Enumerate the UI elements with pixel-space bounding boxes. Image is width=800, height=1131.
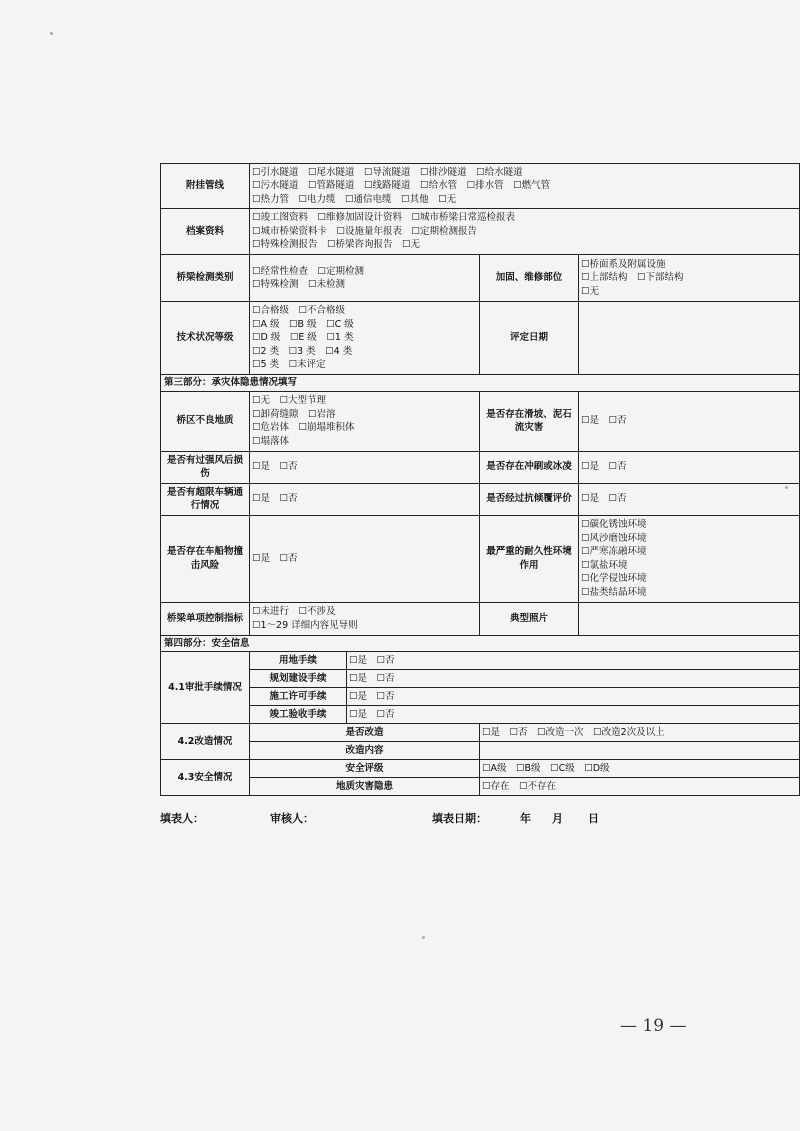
safety-item-options[interactable]: ☐A级 ☐B级 ☐C级 ☐D级 — [480, 760, 800, 778]
renovation-item-name: 改造内容 — [250, 742, 480, 760]
scour-options[interactable]: ☐是 ☐否 — [579, 451, 800, 483]
geology-label: 桥区不良地质 — [161, 391, 250, 451]
landslide-options[interactable]: ☐是 ☐否 — [579, 391, 800, 451]
approval-item-options[interactable]: ☐是 ☐否 — [347, 706, 800, 724]
ship-impact-label: 是否存在车船物撞击风险 — [161, 515, 250, 602]
date-day: 日 — [588, 812, 599, 825]
part3-title: 第三部分：承灾体隐患情况填写 — [161, 375, 800, 392]
attached-pipelines-label: 附挂管线 — [161, 164, 250, 209]
tech-grade-options[interactable]: ☐合格级 ☐不合格级 ☐A 级 ☐B 级 ☐C 级 ☐D 级 ☐E 级 ☐1 类 ☐2 类 ☐3 类 ☐4 类 ☐5 类 ☐未评定 — [250, 302, 480, 375]
control-index-options[interactable]: ☐未进行 ☐不涉及 ☐1～29 详细内容见导则 — [250, 602, 480, 635]
archives-label: 档案资料 — [161, 209, 250, 255]
approval-item-options[interactable]: ☐是 ☐否 — [347, 670, 800, 688]
attached-pipelines-options[interactable]: ☐引水隧道 ☐尾水隧道 ☐导流隧道 ☐排沙隧道 ☐给水隧道 ☐污水隧道 ☐管路隧道 ☐线路隧道 ☐给水管 ☐排水管 ☐燃气管 ☐热力管 ☐电力缆 ☐通信电缆 ☐其他 ☐无 — [250, 164, 800, 209]
overload-label: 是否有超限车辆通行情况 — [161, 483, 250, 515]
filler-label: 填表人： — [160, 812, 204, 825]
inspection-type-options[interactable]: ☐经常性检查 ☐定期检测 ☐特殊检测 ☐未检测 — [250, 255, 480, 302]
eval-date-field[interactable] — [579, 302, 800, 375]
typical-photo-label: 典型照片 — [480, 602, 579, 635]
wind-damage-label: 是否有过强风后损伤 — [161, 451, 250, 483]
reviewer-label: 审核人： — [270, 812, 314, 825]
durability-env-label: 最严重的耐久性环境作用 — [480, 515, 579, 602]
safety-item-name: 安全评级 — [250, 760, 480, 778]
safety-item-name: 地质灾害隐患 — [250, 778, 480, 796]
ship-impact-options[interactable]: ☐是 ☐否 — [250, 515, 480, 602]
approval-item-name: 用地手续 — [250, 652, 347, 670]
control-index-label: 桥梁单项控制指标 — [161, 602, 250, 635]
safety-item-options[interactable]: ☐存在 ☐不存在 — [480, 778, 800, 796]
fill-date-label: 填表日期： — [432, 812, 487, 825]
archives-options[interactable]: ☐竣工图资料 ☐维修加固设计资料 ☐城市桥梁日常巡检报表 ☐城市桥梁资料卡 ☐设施量年报表 ☐定期检测报告 ☐特殊检测报告 ☐桥梁咨询报告 ☐无 — [250, 209, 800, 255]
approval-item-options[interactable]: ☐是 ☐否 — [347, 688, 800, 706]
landslide-label: 是否存在滑坡、泥石流灾害 — [480, 391, 579, 451]
overturn-options[interactable]: ☐是 ☐否 — [579, 483, 800, 515]
scan-speck — [50, 32, 53, 35]
reinforce-options[interactable]: ☐桥面系及附属设施 ☐上部结构 ☐下部结构 ☐无 — [579, 255, 800, 302]
overload-options[interactable]: ☐是 ☐否 — [250, 483, 480, 515]
renovation-content-field[interactable] — [480, 742, 800, 760]
tech-grade-label: 技术状况等级 — [161, 302, 250, 375]
safety-label: 4.3安全情况 — [161, 760, 250, 796]
scan-speck — [422, 936, 425, 939]
date-month: 月 — [552, 812, 563, 825]
durability-env-options[interactable]: ☐碳化锈蚀环境 ☐风沙磨蚀环境 ☐严寒冻融环境 ☐氯盐环境 ☐化学侵蚀环境 ☐盐类结晶环境 — [579, 515, 800, 602]
eval-date-label: 评定日期 — [480, 302, 579, 375]
inspection-type-label: 桥梁检测类别 — [161, 255, 250, 302]
renovation-item-name: 是否改造 — [250, 724, 480, 742]
approval-item-name: 施工许可手续 — [250, 688, 347, 706]
part4-title: 第四部分：安全信息 — [161, 635, 800, 652]
info-form-table — [160, 163, 800, 796]
scour-label: 是否存在冲刷或冰凌 — [480, 451, 579, 483]
date-year: 年 — [520, 812, 531, 825]
scan-speck — [785, 486, 788, 489]
approval-item-options[interactable]: ☐是 ☐否 — [347, 652, 800, 670]
renovation-item-options[interactable]: ☐是 ☐否 ☐改造一次 ☐改造2次及以上 — [480, 724, 800, 742]
typical-photo-field[interactable] — [579, 602, 800, 635]
approval-item-name: 竣工验收手续 — [250, 706, 347, 724]
wind-damage-options[interactable]: ☐是 ☐否 — [250, 451, 480, 483]
page-number: — 19 — — [620, 1016, 687, 1036]
overturn-label: 是否经过抗倾覆评价 — [480, 483, 579, 515]
approval-label: 4.1审批手续情况 — [161, 652, 250, 724]
approval-item-name: 规划建设手续 — [250, 670, 347, 688]
geology-options[interactable]: ☐无 ☐大型节理 ☐卸荷缝隙 ☐岩溶 ☐危岩体 ☐崩塌堆积体 ☐塌落体 — [250, 391, 480, 451]
reinforce-label: 加固、维修部位 — [480, 255, 579, 302]
renovation-label: 4.2改造情况 — [161, 724, 250, 760]
